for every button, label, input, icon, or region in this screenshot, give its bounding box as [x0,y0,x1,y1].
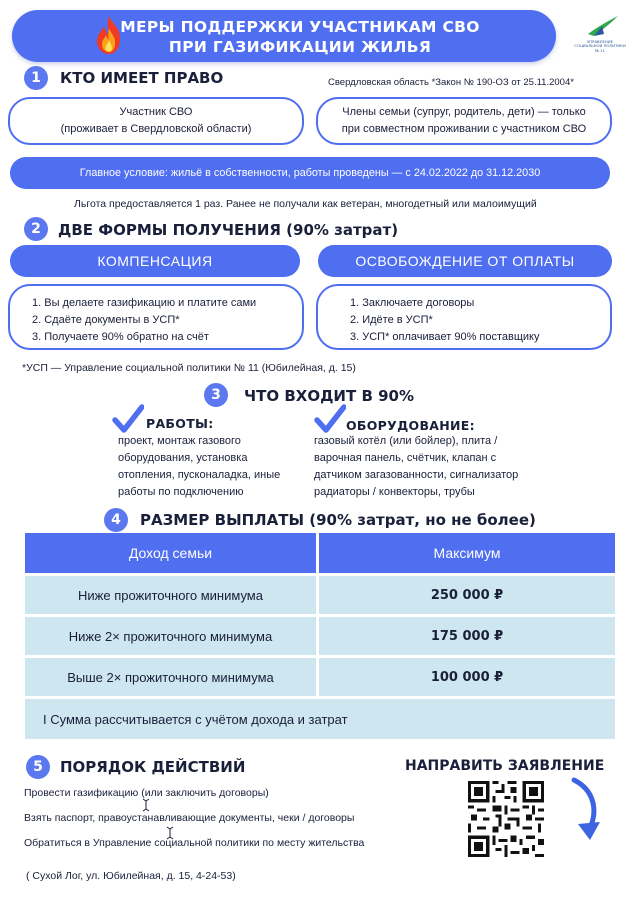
exemption-step: 3. УСП* оплачивает 90% поставщику [350,331,540,343]
law-reference: Свердловская область *Закон № 190-ОЗ от 25.11.2004* [328,77,574,88]
eligible-family-line-2: при совместном проживании с участником СВО [341,123,587,135]
section-1-number: 1 [24,66,48,90]
works-heading: РАБОТЫ: [146,416,214,431]
section-2-number: 2 [24,217,48,241]
column-header-income: Доход семьи [25,533,316,573]
compensation-label [10,245,300,277]
action-step: Взять паспорт, правоустанавливающие документы, чеки / договоры [24,812,355,824]
section-1-title: КТО ИМЕЕТ ПРАВО [60,69,224,87]
eligible-participant-line-1: Участник СВО [119,106,193,118]
income-cell: Выше 2× прожиточного минимума [25,658,316,696]
compensation-step: 3. Получаете 90% обратно на счёт [32,331,209,343]
equipment-list [314,433,518,501]
section-5-title: ПОРЯДОК ДЕЙСТВИЙ [60,758,246,776]
logo-text-line-2: СОЦИАЛЬНОЙ ПОЛИТИКИ № 11 [574,43,626,53]
action-steps [24,786,364,850]
income-cell: Ниже прожиточного минимума [25,576,316,614]
section-4-number: 4 [104,508,128,532]
action-step: Обратиться в Управление социальной политики по месту жительства [24,837,365,849]
exemption-step: 1. Заключаете договоры [350,297,475,309]
title-line-1: МЕРЫ ПОДДЕРЖКИ УЧАСТНИКАМ СВО [120,18,480,36]
check-icon [314,404,346,434]
table-footer-row [25,699,615,739]
exemption-steps-card [316,284,612,350]
table-row [25,658,615,696]
eligible-family-line-1: Члены семьи (супруг, родитель, дети) — только [342,106,586,118]
exemption-label-text: ОСВОБОЖДЕНИЕ ОТ ОПЛАТЫ [355,253,575,269]
income-cell: Ниже 2× прожиточного минимума [25,617,316,655]
compensation-label-text: КОМПЕНСАЦИЯ [97,253,213,269]
works-list [118,433,280,501]
column-header-max: Максимум [319,533,615,573]
title-line-2: ПРИ ГАЗИФИКАЦИИ ЖИЛЬЯ [168,38,432,56]
eligible-participant-card [8,97,304,145]
table-header-row [25,533,615,573]
equipment-line: газовый котёл (или бойлер), плита / [314,435,498,447]
section-3-title: ЧТО ВХОДИТ В 90% [244,387,415,405]
main-condition-text: Главное условие: жильё в собственности, работы проведены — с 24.02.2022 до 31.12.2030 [79,167,541,179]
apply-heading: НАПРАВИТЬ ЗАЯВЛЕНИЕ [405,758,605,774]
exemption-label [318,245,612,277]
max-cell: 175 000 ₽ [319,617,615,655]
usp-footnote: *УСП — Управление социальной политики № 11 (Юбилейная, д. 15) [22,362,356,374]
text-cursor-icon [166,826,174,840]
exemption-step: 2. Идёте в УСП* [350,314,433,326]
curved-arrow-icon [560,776,610,848]
compensation-step: 1. Вы делаете газификацию и платите сами [32,297,257,309]
section-3-number: 3 [204,383,228,407]
section-2-title: ДВЕ ФОРМЫ ПОЛУЧЕНИЯ (90% затрат) [58,221,399,239]
text-cursor-icon [142,798,150,812]
table-row [25,576,615,614]
works-line: работы по подключению [118,486,244,498]
works-line: проект, монтаж газового [118,435,241,447]
qr-code-icon[interactable] [468,781,544,857]
section-5-number: 5 [26,755,50,779]
table-footer-note: I Сумма рассчитывается с учётом дохода и затрат [25,699,615,739]
address-text: ( Сухой Лог, ул. Юбилейная, д. 15, 4-24-53) [26,870,236,882]
works-line: отопления, пусконаладка, иные [118,469,281,481]
equipment-line: варочная панель, счётчик, клапан с [314,452,497,464]
section-4-title: РАЗМЕР ВЫПЛАТЫ (90% затрат, но не более) [140,511,536,529]
compensation-step: 2. Сдаёте документы в УСП* [32,314,180,326]
table-row [25,617,615,655]
logo-mark-icon [574,12,626,40]
action-step: Провести газификацию (или заключить договоры) [24,787,269,799]
equipment-line: датчиком загазованности, сигнализатор [314,469,519,481]
logo [574,12,626,56]
main-condition-banner [10,157,610,189]
page-title [110,17,490,57]
equipment-line: радиаторы / конвекторы, трубы [314,486,475,498]
logo-text-line-1: УПРАВЛЕНИЕ [586,39,613,44]
max-cell: 250 000 ₽ [319,576,615,614]
eligible-family-card [316,97,612,145]
equipment-heading: ОБОРУДОВАНИЕ: [346,418,475,433]
works-line: оборудования, установка [118,452,248,464]
compensation-steps-card [8,284,304,350]
eligible-participant-line-2: (проживает в Свердловской области) [60,123,252,135]
check-icon [112,404,144,434]
max-cell: 100 000 ₽ [319,658,615,696]
benefit-note: Льгота предоставляется 1 раз. Ранее не получали как ветеран, многодетный или малоимущий [74,198,537,210]
